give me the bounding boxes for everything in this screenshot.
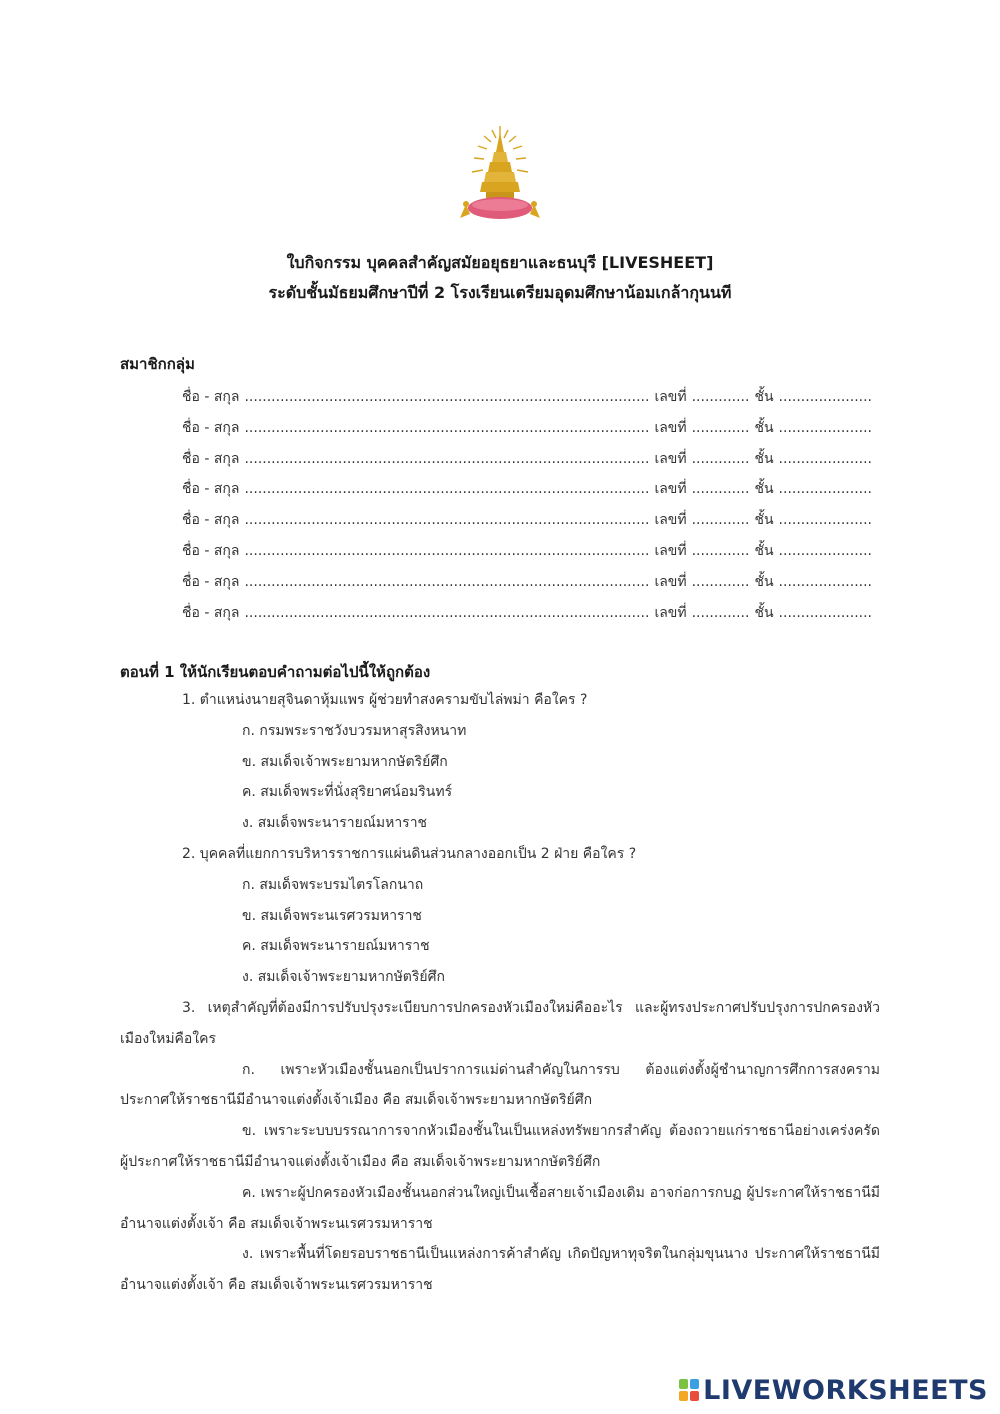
class-field[interactable]: ..................... bbox=[778, 481, 873, 498]
class-field[interactable]: ..................... bbox=[778, 542, 873, 559]
class-field[interactable]: ..................... bbox=[778, 389, 873, 405]
q1-option-a[interactable]: ก. กรมพระราชวังบวรมหาสุรสิงหนาท bbox=[242, 722, 467, 739]
number-label: เลขที่ bbox=[654, 542, 687, 559]
q1-option-d[interactable]: ง. สมเด็จพระนารายณ์มหาราช bbox=[242, 815, 428, 832]
class-field[interactable]: ..................... bbox=[778, 419, 873, 436]
name-field[interactable]: ........................................................................................... bbox=[244, 481, 650, 498]
member-list bbox=[182, 382, 872, 628]
name-field[interactable]: ........................................................................................... bbox=[244, 542, 650, 559]
class-field[interactable]: ..................... bbox=[778, 604, 873, 621]
q1-option-c[interactable]: ค. สมเด็จพระที่นั่งสุริยาศน์อมรินทร์ bbox=[242, 784, 453, 801]
class-field[interactable]: ..................... bbox=[778, 512, 873, 529]
member-row bbox=[182, 444, 872, 475]
name-field[interactable]: ........................................................................................... bbox=[244, 512, 650, 529]
q2-option-b[interactable]: ข. สมเด็จพระนเรศวรมหาราช bbox=[242, 907, 422, 924]
name-label: ชื่อ - สกุล bbox=[182, 542, 240, 559]
number-field[interactable]: ............. bbox=[691, 389, 750, 405]
members-heading: สมาชิกกลุ่ม bbox=[120, 355, 195, 373]
school-emblem-icon bbox=[456, 122, 544, 226]
name-label: ชื่อ - สกุล bbox=[182, 419, 240, 436]
number-field[interactable]: ............. bbox=[691, 512, 750, 529]
number-label: เลขที่ bbox=[654, 604, 687, 621]
number-field[interactable]: ............. bbox=[691, 419, 750, 436]
name-label: ชื่อ - สกุล bbox=[182, 481, 240, 498]
class-field[interactable]: ..................... bbox=[778, 573, 873, 590]
class-label: ชั้น bbox=[754, 481, 774, 498]
class-label: ชั้น bbox=[754, 450, 774, 467]
member-row bbox=[182, 567, 872, 598]
q2-option-a[interactable]: ก. สมเด็จพระบรมไตรโลกนาถ bbox=[242, 876, 424, 893]
name-label: ชื่อ - สกุล bbox=[182, 450, 240, 467]
number-field[interactable]: ............. bbox=[691, 573, 750, 590]
class-label: ชั้น bbox=[754, 512, 774, 529]
number-label: เลขที่ bbox=[654, 389, 687, 405]
number-label: เลขที่ bbox=[654, 450, 687, 467]
class-label: ชั้น bbox=[754, 389, 774, 405]
class-label: ชั้น bbox=[754, 604, 774, 621]
number-field[interactable]: ............. bbox=[691, 542, 750, 559]
document-title: ใบกิจกรรม บุคคลสำคัญสมัยอยุธยาและธนบุรี [LIVESHEET] bbox=[286, 253, 714, 272]
brand-name: LIVEWORKSHEETS bbox=[703, 1374, 988, 1406]
number-field[interactable]: ............. bbox=[691, 450, 750, 467]
question-1: 1. ตำแหน่งนายสุจินดาหุ้มแพร ผู้ช่วยทำสงครามขับไล่พม่า คือใคร ? bbox=[182, 692, 588, 708]
document-header bbox=[0, 248, 1000, 308]
number-label: เลขที่ bbox=[654, 512, 687, 529]
member-row bbox=[182, 474, 872, 505]
q3-option-b[interactable]: ข. เพราะระบบบรรณาการจากหัวเมืองชั้นในเป็นแหล่งทรัพยากรสำคัญ ต้องถวายแก่ราชธานีอย่างเคร่งครัด ผู้ประกาศให้ราชธานีมีอำนาจแต่งตั้งเจ้าเมือง คือ สมเด็จเจ้าพระยามหากษัตริย์ศึก bbox=[120, 1123, 880, 1170]
name-field[interactable]: ........................................................................................... bbox=[244, 450, 650, 467]
name-field[interactable]: ........................................................................................... bbox=[244, 604, 650, 621]
class-label: ชั้น bbox=[754, 542, 774, 559]
q3-option-d[interactable]: ง. เพราะพื้นที่โดยรอบราชธานีเป็นแหล่งการค้าสำคัญ เกิดปัญหาทุจริตในกลุ่มขุนนาง ประกาศให้ราชธานีมีอำนาจแต่งตั้งเจ้า คือ สมเด็จเจ้าพระนเรศวรมหาราช bbox=[120, 1246, 880, 1294]
number-label: เลขที่ bbox=[654, 481, 687, 498]
member-row bbox=[182, 382, 872, 413]
question-3: 3. เหตุสำคัญที่ต้องมีการปรับปรุงระเบียบการปกครองหัวเมืองใหม่คืออะไร และผู้ทรงประกาศปรับปรุงการปกครองหัวเมืองใหม่คือใคร bbox=[120, 999, 880, 1047]
member-row bbox=[182, 505, 872, 536]
number-field[interactable]: ............. bbox=[691, 604, 750, 621]
name-field[interactable]: ........................................................................................... bbox=[244, 419, 650, 436]
number-field[interactable]: ............. bbox=[691, 481, 750, 498]
number-label: เลขที่ bbox=[654, 573, 687, 590]
name-label: ชื่อ - สกุล bbox=[182, 389, 240, 405]
name-field[interactable]: ........................................................................................... bbox=[244, 389, 650, 405]
part1-heading: ตอนที่ 1 ให้นักเรียนตอบคำถามต่อไปนี้ให้ถูกต้อง bbox=[120, 663, 431, 681]
liveworksheets-logo-icon[interactable] bbox=[679, 1372, 988, 1408]
q2-option-d[interactable]: ง. สมเด็จเจ้าพระยามหากษัตริย์ศึก bbox=[242, 969, 445, 986]
name-field[interactable]: ........................................................................................... bbox=[244, 573, 650, 590]
document-subtitle: ระดับชั้นมัธยมศึกษาปีที่ 2 โรงเรียนเตรียมอุดมศึกษาน้อมเกล้ากุนนที bbox=[268, 283, 732, 302]
q2-option-c[interactable]: ค. สมเด็จพระนารายณ์มหาราช bbox=[242, 938, 430, 955]
name-label: ชื่อ - สกุล bbox=[182, 512, 240, 529]
number-label: เลขที่ bbox=[654, 419, 687, 436]
member-row bbox=[182, 598, 872, 629]
q1-option-b[interactable]: ข. สมเด็จเจ้าพระยามหากษัตริย์ศึก bbox=[242, 753, 448, 770]
name-label: ชื่อ - สกุล bbox=[182, 573, 240, 590]
q3-option-c[interactable]: ค. เพราะผู้ปกครองหัวเมืองชั้นนอกส่วนใหญ่เป็นเชื้อสายเจ้าเมืองเดิม อาจก่อการกบฏ ผู้ประกาศให้ราชธานีมีอำนาจแต่งตั้งเจ้า คือ สมเด็จเจ้าพระนเรศวรมหาราช bbox=[120, 1184, 880, 1232]
class-field[interactable]: ..................... bbox=[778, 450, 873, 467]
name-label: ชื่อ - สกุล bbox=[182, 604, 240, 621]
brand-blocks-icon bbox=[679, 1379, 699, 1401]
member-row bbox=[182, 413, 872, 444]
question-2: 2. บุคคลที่แยกการบริหารราชการแผ่นดินส่วนกลางออกเป็น 2 ฝ่าย คือใคร ? bbox=[182, 845, 637, 862]
class-label: ชั้น bbox=[754, 573, 774, 590]
question-list bbox=[120, 685, 880, 1301]
q3-option-a[interactable]: ก. เพราะหัวเมืองชั้นนอกเป็นปราการแม่ด่านสำคัญในการรบ ต้องแต่งตั้งผู้ชำนาญการศึกการสงครามประกาศให้ราชธานีมีอำนาจแต่งตั้งเจ้าเมือง คือ สมเด็จเจ้าพระยามหากษัตริย์ศึก bbox=[120, 1061, 880, 1109]
class-label: ชั้น bbox=[754, 419, 774, 436]
member-row bbox=[182, 536, 872, 567]
